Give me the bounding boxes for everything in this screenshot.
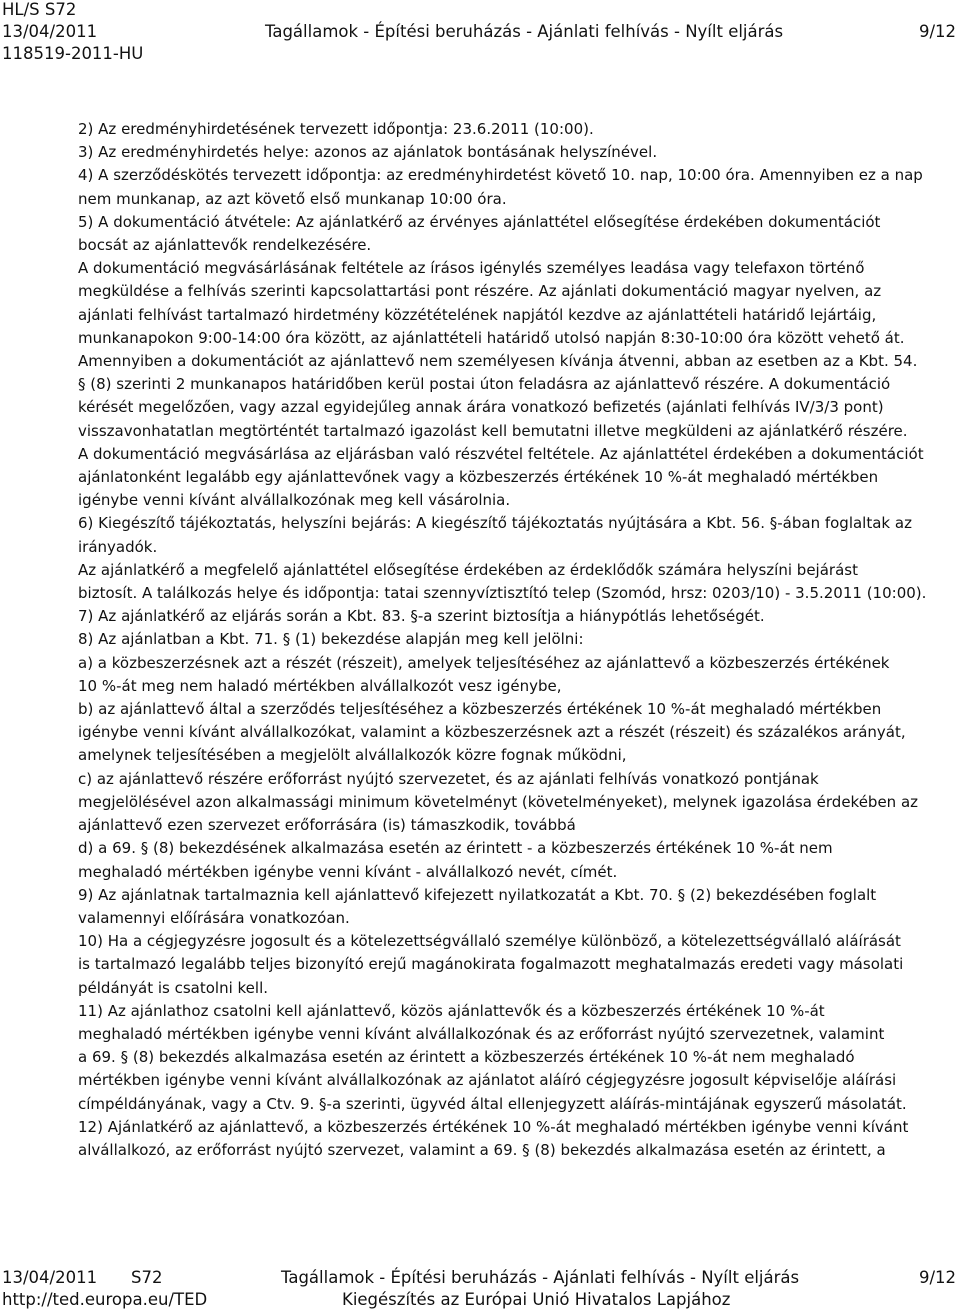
text-line: b) az ajánlattevő által a szerződés teljesítéséhez a közbeszerzés értékének 10 %-át meghaladó mértékben — [78, 700, 882, 719]
text-line: ajánlattevő ezen szervezet erőforrására (is) támaszkodik, továbbá — [78, 816, 576, 835]
text-line: Az ajánlatkérő a megfelelő ajánlattétel elősegítése érdekében az érdeklődők számára helyszíni bejárást — [78, 560, 858, 579]
text-line: a 69. § (8) bekezdés alkalmazása esetén az érintett a közbeszerzés értékének 10 %-át nem meghaladó — [78, 1048, 855, 1067]
notice-body — [78, 118, 958, 1162]
text-line: munkanapokon 9:00-14:00 óra között, az ajánlattételi határidő utolsó napján 8:30-10:00 óra között vehető át. — [78, 328, 905, 347]
text-line: a) a közbeszerzésnek azt a részét (részeit), amelyek teljesítéséhez az ajánlattevő a közbeszerzés értékének — [78, 653, 890, 672]
text-line: igénybe venni kívánt alvállalkozónak meg kell vásárolnia. — [78, 491, 511, 510]
text-line: kérését megelőzően, vagy azzal egyidejűleg annak árára vonatkozó befizetés (ajánlati felhívás IV/3/3 pont) — [78, 398, 884, 417]
text-line: példányát is csatolni kell. — [78, 978, 269, 997]
text-line: 6) Kiegészítő tájékoztatás, helyszíni bejárás: A kiegészítő tájékoztatás nyújtására a Kbt. 56. §-ában foglaltak az — [78, 514, 912, 533]
text-line: 12) Ajánlatkérő az ajánlattevő, a közbeszerzés értékének 10 %-át meghaladó mértékben igénybe venni kívánt — [78, 1117, 909, 1136]
text-line: ajánlati felhívást tartalmazó hirdetmény közzétételének napjától kezdve az ajánlattételi határidő lejártáig, — [78, 305, 877, 324]
text-line: visszavonhatatlan megtörténtét tartalmazó igazolást kell bemutatni illetve megküldeni az ajánlatkérő részére. — [78, 421, 908, 440]
text-line: A dokumentáció megvásárlásának feltétele az írásos igénylés személyes leadása vagy telefaxon történő — [78, 259, 865, 278]
text-line: irányadók. — [78, 537, 158, 556]
text-line: 3) Az eredményhirdetés helye: azonos az ajánlatok bontásának helyszínével. — [78, 143, 658, 162]
text-line: alvállalkozó, az erőforrást nyújtó szervezet, valamint a 69. § (8) bekezdés alkalmazása esetén az érintett, a — [78, 1140, 886, 1159]
text-line: megjelölésével azon alkalmassági minimum követelményt (követelményeket), melynek igazolása érdekében az — [78, 792, 919, 811]
text-line: meghaladó mértékben igénybe venni kívánt - alvállalkozó nevét, címét. — [78, 862, 618, 881]
text-line: valamennyi előírására vonatkozóan. — [78, 908, 350, 927]
text-line: igénybe venni kívánt alvállalkozókat, valamint a közbeszerzésnek azt a részét (részeit) és százalékos arányát, — [78, 723, 906, 742]
header-date: 13/04/2011 — [2, 22, 98, 41]
header-page-number: 9/12 — [919, 22, 957, 41]
text-line: nem munkanap, az azt követő első munkanap 10:00 óra. — [78, 189, 507, 208]
header-title: Tagállamok - Építési beruházás - Ajánlati felhívás - Nyílt eljárás — [265, 22, 784, 41]
text-line: Amennyiben a dokumentációt az ajánlattevő nem személyesen kívánja átvenni, abban az esetben az a Kbt. 54. — [78, 352, 918, 371]
text-line: A dokumentáció megvásárlása az eljárásban való részvétel feltétele. Az ajánlattétel érdekében a dokumentációt — [78, 444, 924, 463]
text-line: c) az ajánlattevő részére erőforrást nyújtó szervezetet, és az ajánlati felhívás vonatkozó pontjának — [78, 769, 819, 788]
text-line: 10 %-át meg nem haladó mértékben alvállalkozót vesz igénybe, — [78, 676, 562, 695]
text-line: 9) Az ajánlatnak tartalmaznia kell ajánlattevő kifejezett nyilatkozatát a Kbt. 70. § (2) bekezdésében foglalt — [78, 885, 877, 904]
text-line: bocsát az ajánlattevők rendelkezésére. — [78, 236, 372, 255]
text-line: is tartalmazó legalább teljes bizonyító erejű magánokirata fogalmazott meghatalmazás eredeti vagy másolati — [78, 955, 904, 974]
journal-ref: HL/S S72 — [2, 0, 77, 19]
text-line: 10) Ha a cégjegyzésre jogosult és a kötelezettségvállaló személye különböző, a kötelezettségvállaló aláírását — [78, 932, 901, 951]
text-line: ajánlatonként legalább egy ajánlattevőnek vagy a közbeszerzés értékének 10 %-át meghaladó mértékben — [78, 468, 879, 487]
footer-page-number: 9/12 — [919, 1268, 957, 1287]
text-line: címpéldányának, vagy a Ctv. 9. §-a szerinti, ügyvéd által ellenjegyzett aláírás-mintájának egyszerű másolatát. — [78, 1094, 907, 1113]
notice-id: 118519-2011-HU — [2, 44, 144, 63]
text-line: meghaladó mértékben igénybe venni kívánt alvállalkozónak és az erőforrást nyújtó szervezetnek, valamint — [78, 1024, 885, 1043]
footer-publisher: Kiegészítés az Európai Unió Hivatalos Lapjához — [342, 1290, 731, 1309]
text-line: 11) Az ajánlathoz csatolni kell ajánlattevő, közös ajánlattevők és a közbeszerzés értékének 10 %-át — [78, 1001, 825, 1020]
text-line: § (8) szerinti 2 munkanapos határidőben kerül postai úton feladásra az ajánlattevő részére. A dokumentáció — [78, 375, 891, 394]
text-line: mértékben igénybe venni kívánt alvállalkozónak az ajánlatot aláíró cégjegyzésre jogosult képviselője aláírási — [78, 1071, 897, 1090]
footer-date: 13/04/2011 — [2, 1268, 98, 1287]
text-line: 7) Az ajánlatkérő az eljárás során a Kbt. 83. §-a szerint biztosítja a hiánypótlás lehetőségét. — [78, 607, 765, 626]
footer-url: http://ted.europa.eu/TED — [2, 1290, 208, 1309]
text-line: amelynek teljesítésében a megjelölt alvállalkozók közre fognak működni, — [78, 746, 627, 765]
text-line: biztosít. A találkozás helye és időpontja: tatai szennyvíztisztító telep (Szomód, hrsz: 0203/10) - 3.5.2011 (10:00). — [78, 584, 927, 603]
text-line: d) a 69. § (8) bekezdésének alkalmazása esetén az érintett - a közbeszerzés értékének 10 %-át nem — [78, 839, 833, 858]
text-line: 8) Az ajánlatban a Kbt. 71. § (1) bekezdése alapján meg kell jelölni: — [78, 630, 584, 649]
text-line: 5) A dokumentáció átvétele: Az ajánlatkérő az érvényes ajánlattétel elősegítése érdekében dokumentációt — [78, 212, 881, 231]
text-line: 4) A szerződéskötés tervezett időpontja: az eredményhirdetést követő 10. nap, 10:00 óra. Amennyiben ez a nap — [78, 166, 923, 185]
footer-title: Tagállamok - Építési beruházás - Ajánlati felhívás - Nyílt eljárás — [281, 1268, 800, 1287]
footer-series: S72 — [131, 1268, 163, 1287]
text-line: megküldése a felhívás szerinti kapcsolattartási pont részére. Az ajánlati dokumentáció magyar nyelven, az — [78, 282, 882, 301]
text-line: 2) Az eredményhirdetésének tervezett időpontja: 23.6.2011 (10:00). — [78, 120, 594, 138]
